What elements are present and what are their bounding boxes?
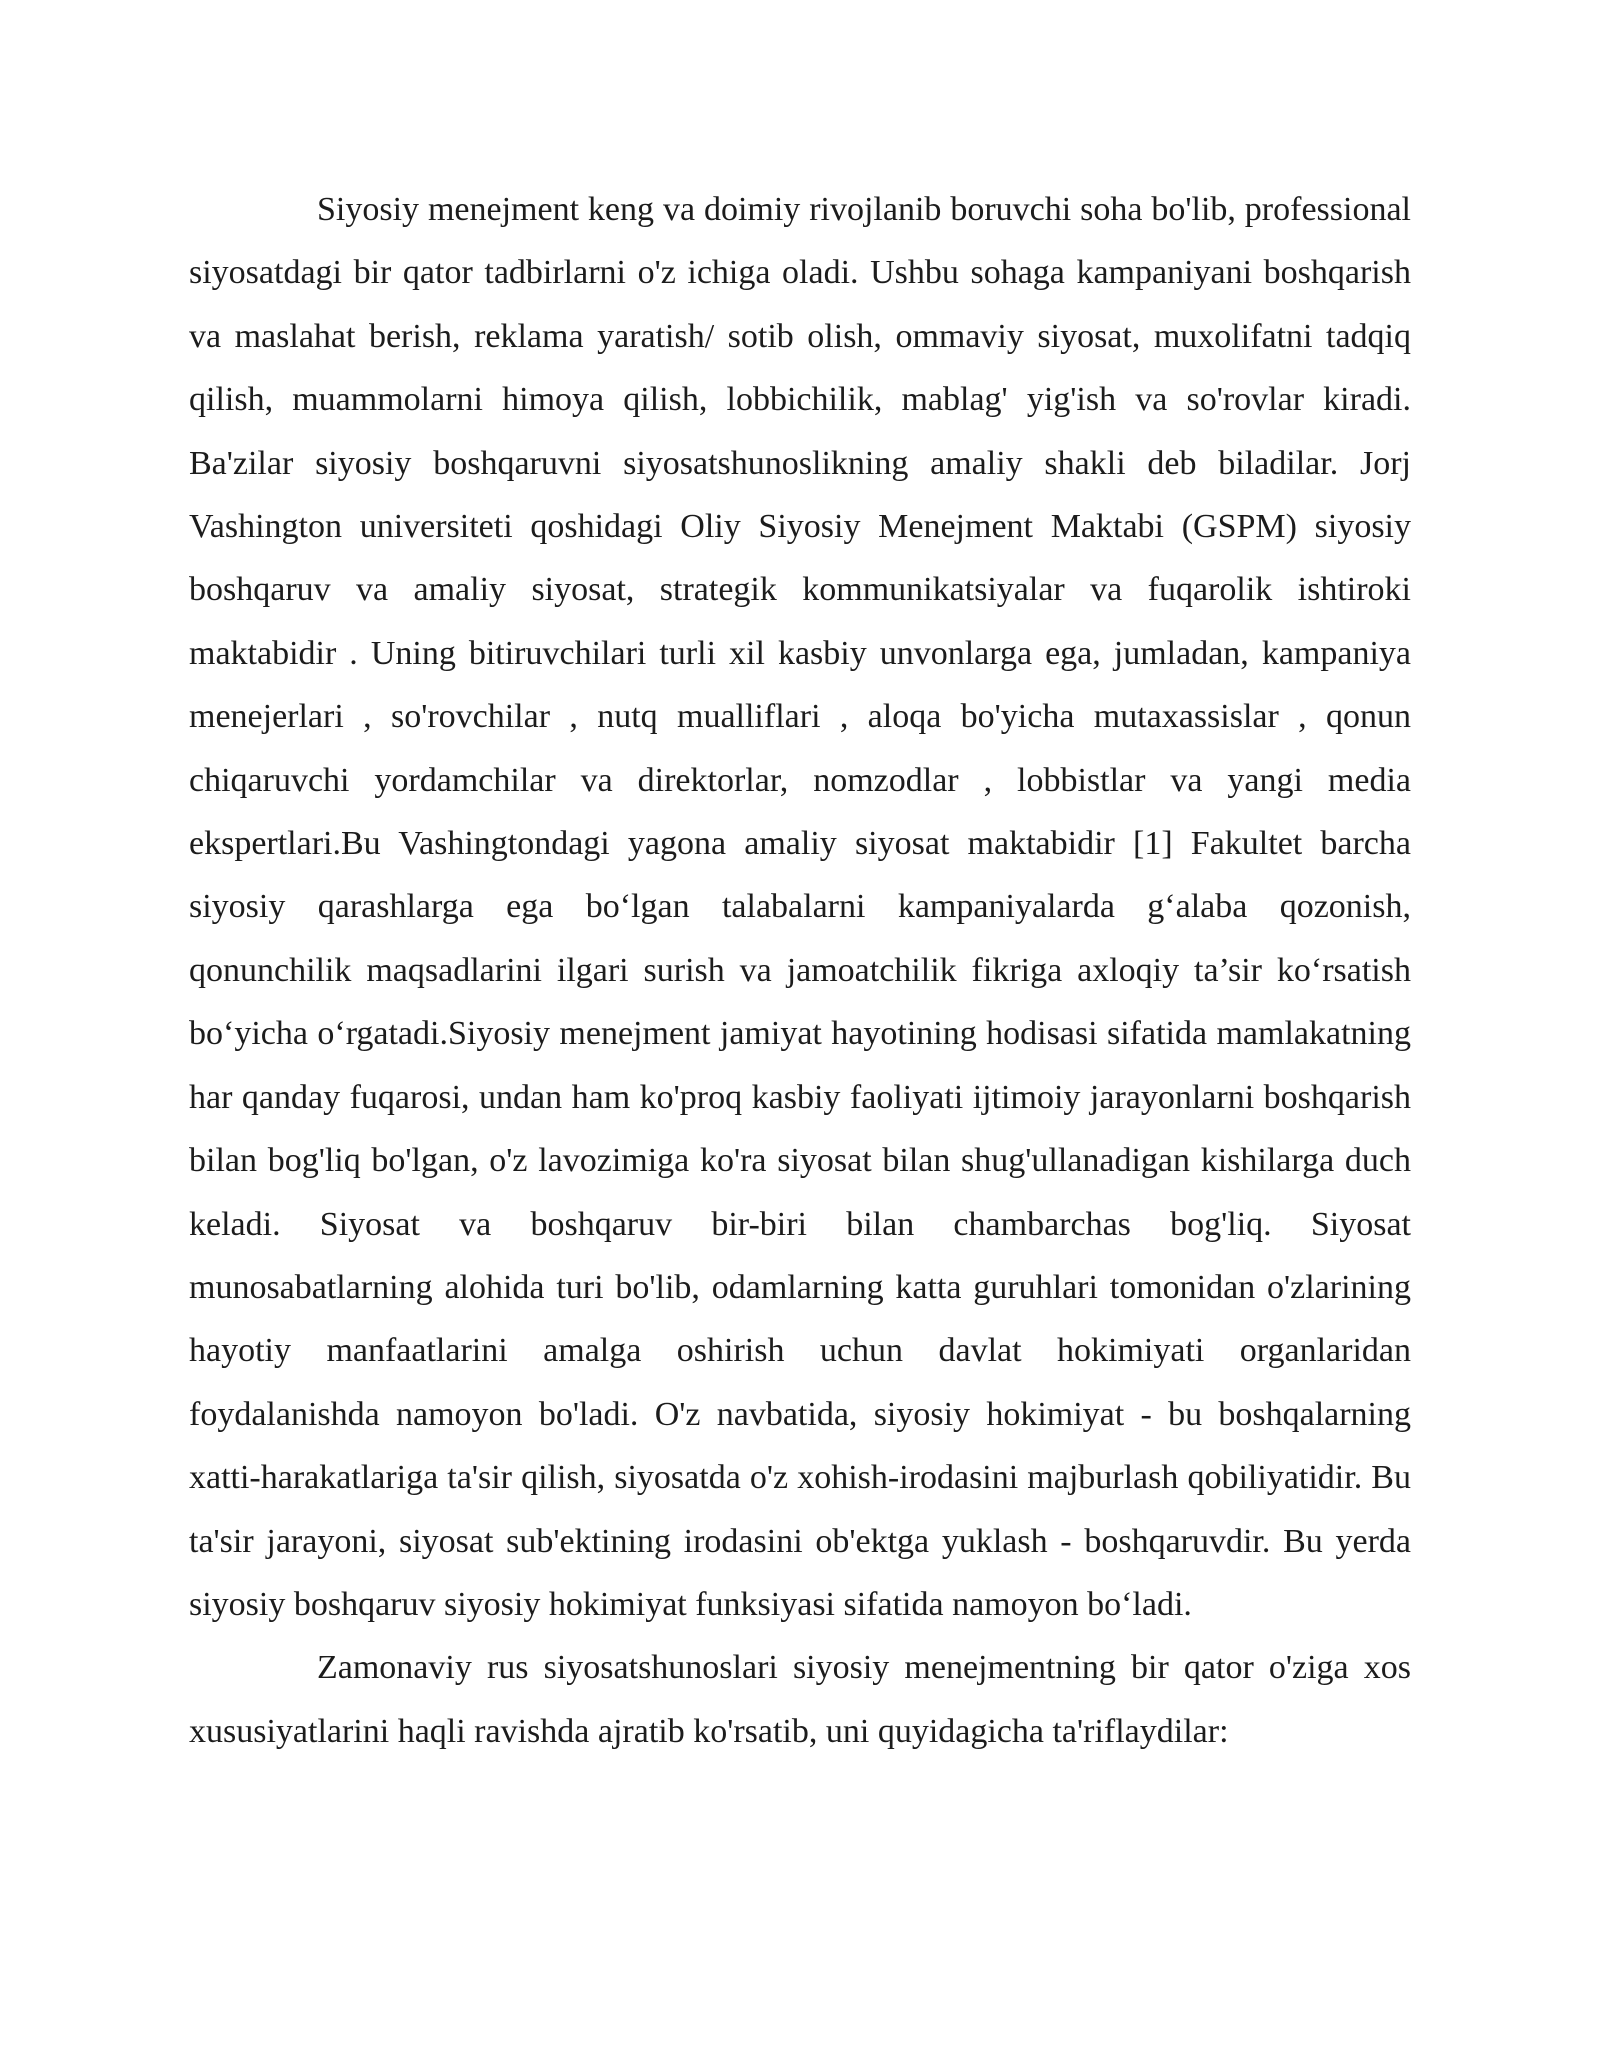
paragraph-1: Siyosiy menejment keng va doimiy rivojlanib boruvchi soha bo'lib, professional siyosatdagi bir qator tadbirlarni o'z ichiga oladi. Ushbu sohaga kampaniyani boshqarish va maslahat berish, reklama yaratish/ sotib olish, ommaviy siyosat, muxolifatni tadqiq qilish, muammolarni himoya qilish, lobbichilik, mablag' yig'ish va so'rovlar kiradi. Ba'zilar siyosiy boshqaruvni siyosatshunoslikning amaliy shakli deb biladilar. Jorj Vashington universiteti qoshidagi Oliy Siyosiy Menejment Maktabi (GSPM) siyosiy boshqaruv va amaliy siyosat, strategik kommunikatsiyalar va fuqarolik ishtiroki maktabidir . Uning bitiruvchilari turli xil kasbiy unvonlarga ega, jumladan, kampaniya menejerlari , so'rovchilar , nutq mualliflari , aloqa bo'yicha mutaxassislar , qonun chiqaruvchi yordamchilar va direktorlar, nomzodlar , lobbistlar va yangi media ekspertlari.Bu Vashingtondagi yagona amaliy siyosat maktabidir [1] Fakultet barcha siyosiy qarashlarga ega bo‘lgan talabalarni kampaniyalarda g‘alaba qozonish, qonunchilik maqsadlarini ilgari surish va jamoatchilik fikriga axloqiy ta’sir ko‘rsatish bo‘yicha o‘rgatadi.Siyosiy menejment jamiyat hayotining hodisasi sifatida mamlakatning har qanday fuqarosi, undan ham ko'proq kasbiy faoliyati ijtimoiy jarayonlarni boshqarish bilan bog'liq bo'lgan, o'z lavozimiga ko'ra siyosat bilan shug'ullanadigan kishilarga duch keladi. Siyosat va boshqaruv bir-biri bilan chambarchas bog'liq. Siyosat munosabatlarning alohida turi bo'lib, odamlarning katta guruhlari tomonidan o'zlarining hayotiy manfaatlarini amalga oshirish uchun davlat hokimiyati organlaridan foydalanishda namoyon bo'ladi. O'z navbatida, siyosiy hokimiyat - bu boshqalarning xatti-harakatlariga ta'sir qilish, siyosatda o'z xohish-irodasini majburlash qobiliyatidir. Bu ta'sir jarayoni, siyosat sub'ektining irodasini ob'ektga yuklash - boshqaruvdir. Bu yerda siyosiy boshqaruv siyosiy hokimiyat funksiyasi sifatida namoyon bo‘ladi. [189,191,1411,1623]
body-text [189,178,1411,1763]
paragraph-2: Zamonaviy rus siyosatshunoslari siyosiy menejmentning bir qator o'ziga xos xususiyatlarini haqli ravishda ajratib ko'rsatib, uni quyidagicha ta'riflaydilar: [189,1649,1411,1750]
